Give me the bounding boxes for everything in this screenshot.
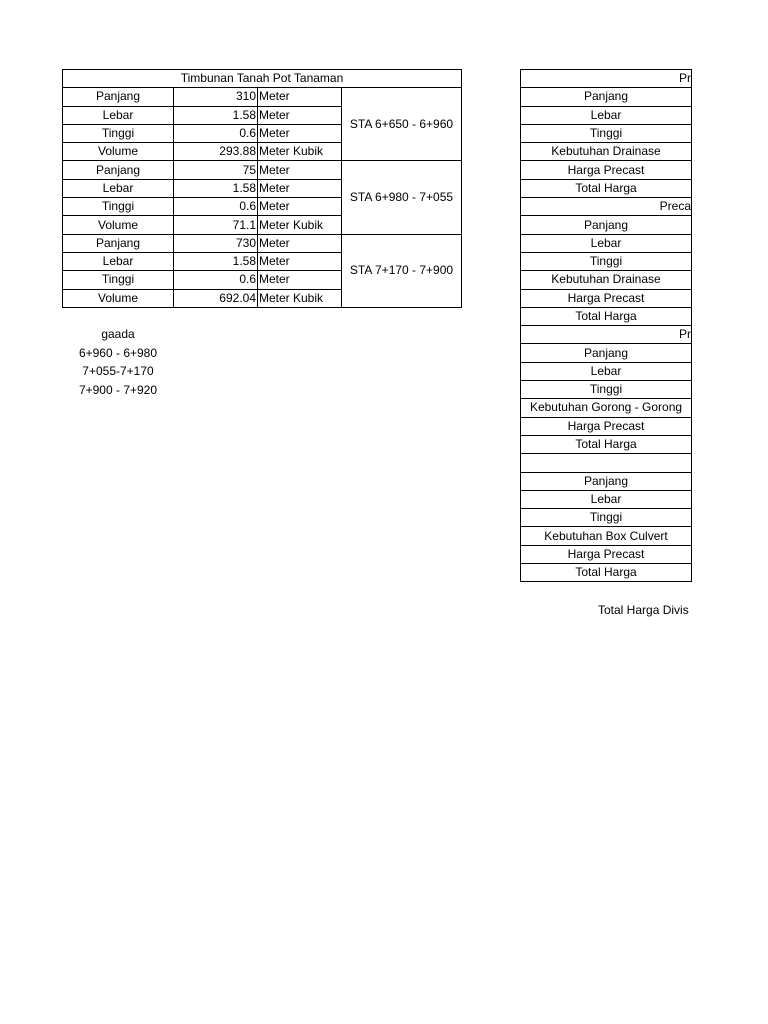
row-label: Kebutuhan Drainase: [521, 271, 692, 289]
row-label: Tinggi: [63, 124, 174, 142]
row-label: Panjang: [63, 88, 174, 106]
timbunan-title-row: [63, 70, 462, 88]
table-row: [521, 289, 692, 307]
table-row: [521, 490, 692, 508]
row-label: Tinggi: [521, 509, 692, 527]
table-row: [521, 435, 692, 453]
section-title-row: [521, 326, 692, 344]
table-row: [521, 124, 692, 142]
sta-range: STA 6+650 - 6+960: [342, 88, 462, 161]
table-row: [521, 307, 692, 325]
row-value: 0.6: [174, 271, 258, 289]
row-label: Panjang: [63, 234, 174, 252]
table-row: [521, 88, 692, 106]
row-label: Total Harga: [521, 307, 692, 325]
table-row: [521, 216, 692, 234]
row-label: Lebar: [63, 106, 174, 124]
row-label: Kebutuhan Box Culvert: [521, 527, 692, 545]
row-label: Volume: [63, 143, 174, 161]
table-row: [521, 362, 692, 380]
row-value: 293.88: [174, 143, 258, 161]
row-value: 310: [174, 88, 258, 106]
table-row: [521, 161, 692, 179]
row-label: Volume: [63, 216, 174, 234]
row-label: Lebar: [63, 252, 174, 270]
sta-range: STA 6+980 - 7+055: [342, 161, 462, 234]
row-unit: Meter: [258, 179, 342, 197]
row-value: 692.04: [174, 289, 258, 307]
table-row: [521, 344, 692, 362]
row-label: Tinggi: [521, 381, 692, 399]
row-unit: Meter Kubik: [258, 289, 342, 307]
table-row: [521, 509, 692, 527]
table-row: [521, 545, 692, 563]
row-label: Lebar: [63, 179, 174, 197]
row-label: Lebar: [521, 234, 692, 252]
section-title-row: [521, 454, 692, 472]
row-value: 730: [174, 234, 258, 252]
row-label: Harga Precast: [521, 417, 692, 435]
row-label: Total Harga: [521, 179, 692, 197]
row-unit: Meter: [258, 106, 342, 124]
row-label: Tinggi: [63, 271, 174, 289]
row-value: 0.6: [174, 124, 258, 142]
table-row: [521, 564, 692, 582]
table-row: [521, 106, 692, 124]
row-label: Harga Precast: [521, 289, 692, 307]
row-label: Harga Precast: [521, 161, 692, 179]
row-unit: Meter: [258, 161, 342, 179]
table-row: [63, 161, 462, 179]
row-label: Tinggi: [521, 124, 692, 142]
row-value: 0.6: [174, 198, 258, 216]
table-row: [521, 179, 692, 197]
note-item: 7+900 - 7+920: [78, 382, 158, 397]
row-label: Panjang: [63, 161, 174, 179]
table-row: [521, 417, 692, 435]
sta-range: STA 7+170 - 7+900: [342, 234, 462, 307]
row-value: 1.58: [174, 179, 258, 197]
row-label: Panjang: [521, 344, 692, 362]
row-unit: Meter Kubik: [258, 143, 342, 161]
row-label: Harga Precast: [521, 545, 692, 563]
table-row: [521, 143, 692, 161]
note-item: 6+960 - 6+980: [78, 345, 158, 360]
section-title: Pr: [521, 326, 692, 344]
table-row: [521, 527, 692, 545]
row-value: 1.58: [174, 252, 258, 270]
row-unit: Meter: [258, 271, 342, 289]
row-label: Tinggi: [521, 252, 692, 270]
row-unit: Meter: [258, 124, 342, 142]
row-label: Total Harga: [521, 435, 692, 453]
row-value: 1.58: [174, 106, 258, 124]
row-unit: Meter: [258, 234, 342, 252]
table-row: [521, 271, 692, 289]
note-item: 7+055-7+170: [82, 364, 154, 378]
precast-table-clip: [520, 69, 692, 629]
timbunan-table: [62, 69, 462, 308]
row-label: Kebutuhan Gorong - Gorong: [521, 399, 692, 417]
table-row: [521, 399, 692, 417]
row-label: Lebar: [521, 362, 692, 380]
row-label: Kebutuhan Drainase: [521, 143, 692, 161]
table-row: [521, 234, 692, 252]
section-title-row: [521, 198, 692, 216]
row-unit: Meter Kubik: [258, 216, 342, 234]
note-item: gaada: [101, 327, 135, 341]
row-unit: Meter: [258, 198, 342, 216]
row-label: Panjang: [521, 472, 692, 490]
section-title: Preca: [521, 198, 692, 216]
row-value: 71.1: [174, 216, 258, 234]
total-harga-divisi-label: Total Harga Divis: [598, 603, 689, 617]
precast-table: [520, 69, 692, 582]
table-row: [63, 88, 462, 106]
table-row: [521, 381, 692, 399]
row-label: Lebar: [521, 490, 692, 508]
table-row: [521, 472, 692, 490]
row-label: Panjang: [521, 88, 692, 106]
row-label: Tinggi: [63, 198, 174, 216]
row-label: Lebar: [521, 106, 692, 124]
row-label: Total Harga: [521, 564, 692, 582]
row-unit: Meter: [258, 252, 342, 270]
row-value: 75: [174, 161, 258, 179]
section-title-row: [521, 70, 692, 88]
section-title: [521, 454, 692, 472]
section-title: Pr: [521, 70, 692, 88]
row-label: Volume: [63, 289, 174, 307]
table-row: [521, 252, 692, 270]
table-row: [63, 234, 462, 252]
timbunan-title: Timbunan Tanah Pot Tanaman: [63, 70, 462, 88]
row-label: Panjang: [521, 216, 692, 234]
row-unit: Meter: [258, 88, 342, 106]
